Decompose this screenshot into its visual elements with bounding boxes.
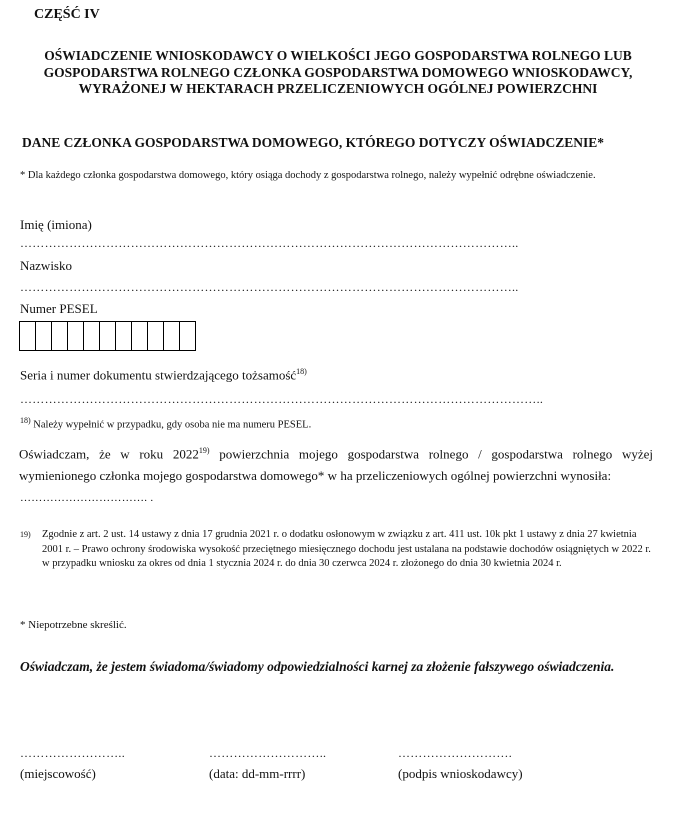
surname-field[interactable]: ………………………………………………………………………………………………………….. [20, 280, 519, 294]
pesel-digit-box[interactable] [68, 322, 84, 350]
form-title: OŚWIADCZENIE WNIOSKODAWCY O WIELKOŚCI JEGO GOSPODARSTWA ROLNEGO LUB GOSPODARSTWA ROLNEGO CZŁONKA GOSPODARSTWA DOMOWEGO WNIOSKODAWCY, WYRAŻONEJ W HEKTARACH PRZELICZENIOWYCH OGÓLNEJ POWIERZCHNI [43, 48, 633, 96]
first-name-label: Imię (imiona) [20, 217, 92, 232]
pesel-digit-box[interactable] [132, 322, 148, 350]
pesel-digit-box[interactable] [36, 322, 52, 350]
pesel-digit-box[interactable] [20, 322, 36, 350]
date-field[interactable]: ……………………….. [209, 746, 327, 760]
footnote-18-text: Należy wypełnić w przypadku, gdy osoba nie ma numeru PESEL. [30, 419, 312, 431]
pesel-digit-box[interactable] [84, 322, 100, 350]
date-label: (data: dd-mm-rrrr) [209, 766, 306, 781]
pesel-digit-box[interactable] [148, 322, 164, 350]
pesel-boxes[interactable] [19, 321, 196, 351]
document-label [20, 367, 307, 383]
part-heading: CZĘŚĆ IV [34, 7, 100, 22]
footnote-18-num: 18) [20, 416, 31, 425]
footnote-ref-19: 19) [198, 446, 210, 455]
pesel-digit-box[interactable] [52, 322, 68, 350]
area-field[interactable]: ……………………………. . [20, 492, 154, 504]
place-field[interactable]: …………………….. [20, 746, 125, 760]
footnote-19 [20, 528, 655, 572]
first-name-field[interactable]: ………………………………………………………………………………………………………….. [20, 236, 519, 250]
place-label: (miejscowość) [20, 766, 96, 781]
declaration-part1: Oświadczam, że w roku 2022 [19, 446, 199, 462]
strike-note: * Niepotrzebne skreślić. [20, 619, 127, 631]
declaration [19, 440, 653, 487]
document-label-text: Seria i numer dokumentu stwierdzającego tożsamość [20, 367, 297, 383]
section-title: DANE CZŁONKA GOSPODARSTWA DOMOWEGO, KTÓREGO DOTYCZY OŚWIADCZENIE* [22, 135, 604, 150]
pesel-digit-box[interactable] [100, 322, 116, 350]
liability-statement: Oświadczam, że jestem świadoma/świadomy odpowiedzialności karnej za złożenie fałszywego oświadczenia. [20, 659, 615, 674]
footnote-19-num: 19) [20, 530, 31, 539]
signature-field[interactable]: ………………………. [398, 746, 512, 760]
footnote-18 [20, 413, 311, 433]
surname-label: Nazwisko [20, 258, 72, 273]
pesel-digit-box[interactable] [164, 322, 180, 350]
signature-label: (podpis wnioskodawcy) [398, 766, 523, 781]
declaration-part2: powierzchnia mojego gospodarstwa rolnego / gospodarstwa rolnego wyżej wymienionego członka mojego gospodarstwa domowego* w ha przeliczeniowych ogólnej powierzchni wynosiła: [19, 446, 653, 484]
pesel-digit-box[interactable] [116, 322, 132, 350]
footnote-ref-18: 18) [296, 367, 307, 376]
section-note: * Dla każdego członka gospodarstwa domowego, który osiąga dochody z gospodarstwa rolnego, należy wypełnić odrębne oświadczenie. [20, 170, 596, 181]
pesel-label: Numer PESEL [20, 301, 98, 316]
pesel-digit-box[interactable] [180, 322, 195, 350]
footnote-19-text: Zgodnie z art. 2 ust. 14 ustawy z dnia 17 grudnia 2021 r. o dodatku osłonowym w związku z art. 411 ust. 10k pkt 1 ustawy z dnia 27 kwietnia 2001 r. – Prawo ochrony środowiska wysokość przeciętnego miesięcznego dochodu jest ustalana na podstawie dochodów osiągniętych w 2022 r. w przypadku wniosku za okres od dnia 1 stycznia 2024 r. do dnia 30 czerwca 2024 r. złożonego do dnia 30 kwietnia 2024 r. [42, 529, 651, 569]
document-field[interactable]: ……………………………………………………………………………………………………………….. [20, 392, 544, 406]
